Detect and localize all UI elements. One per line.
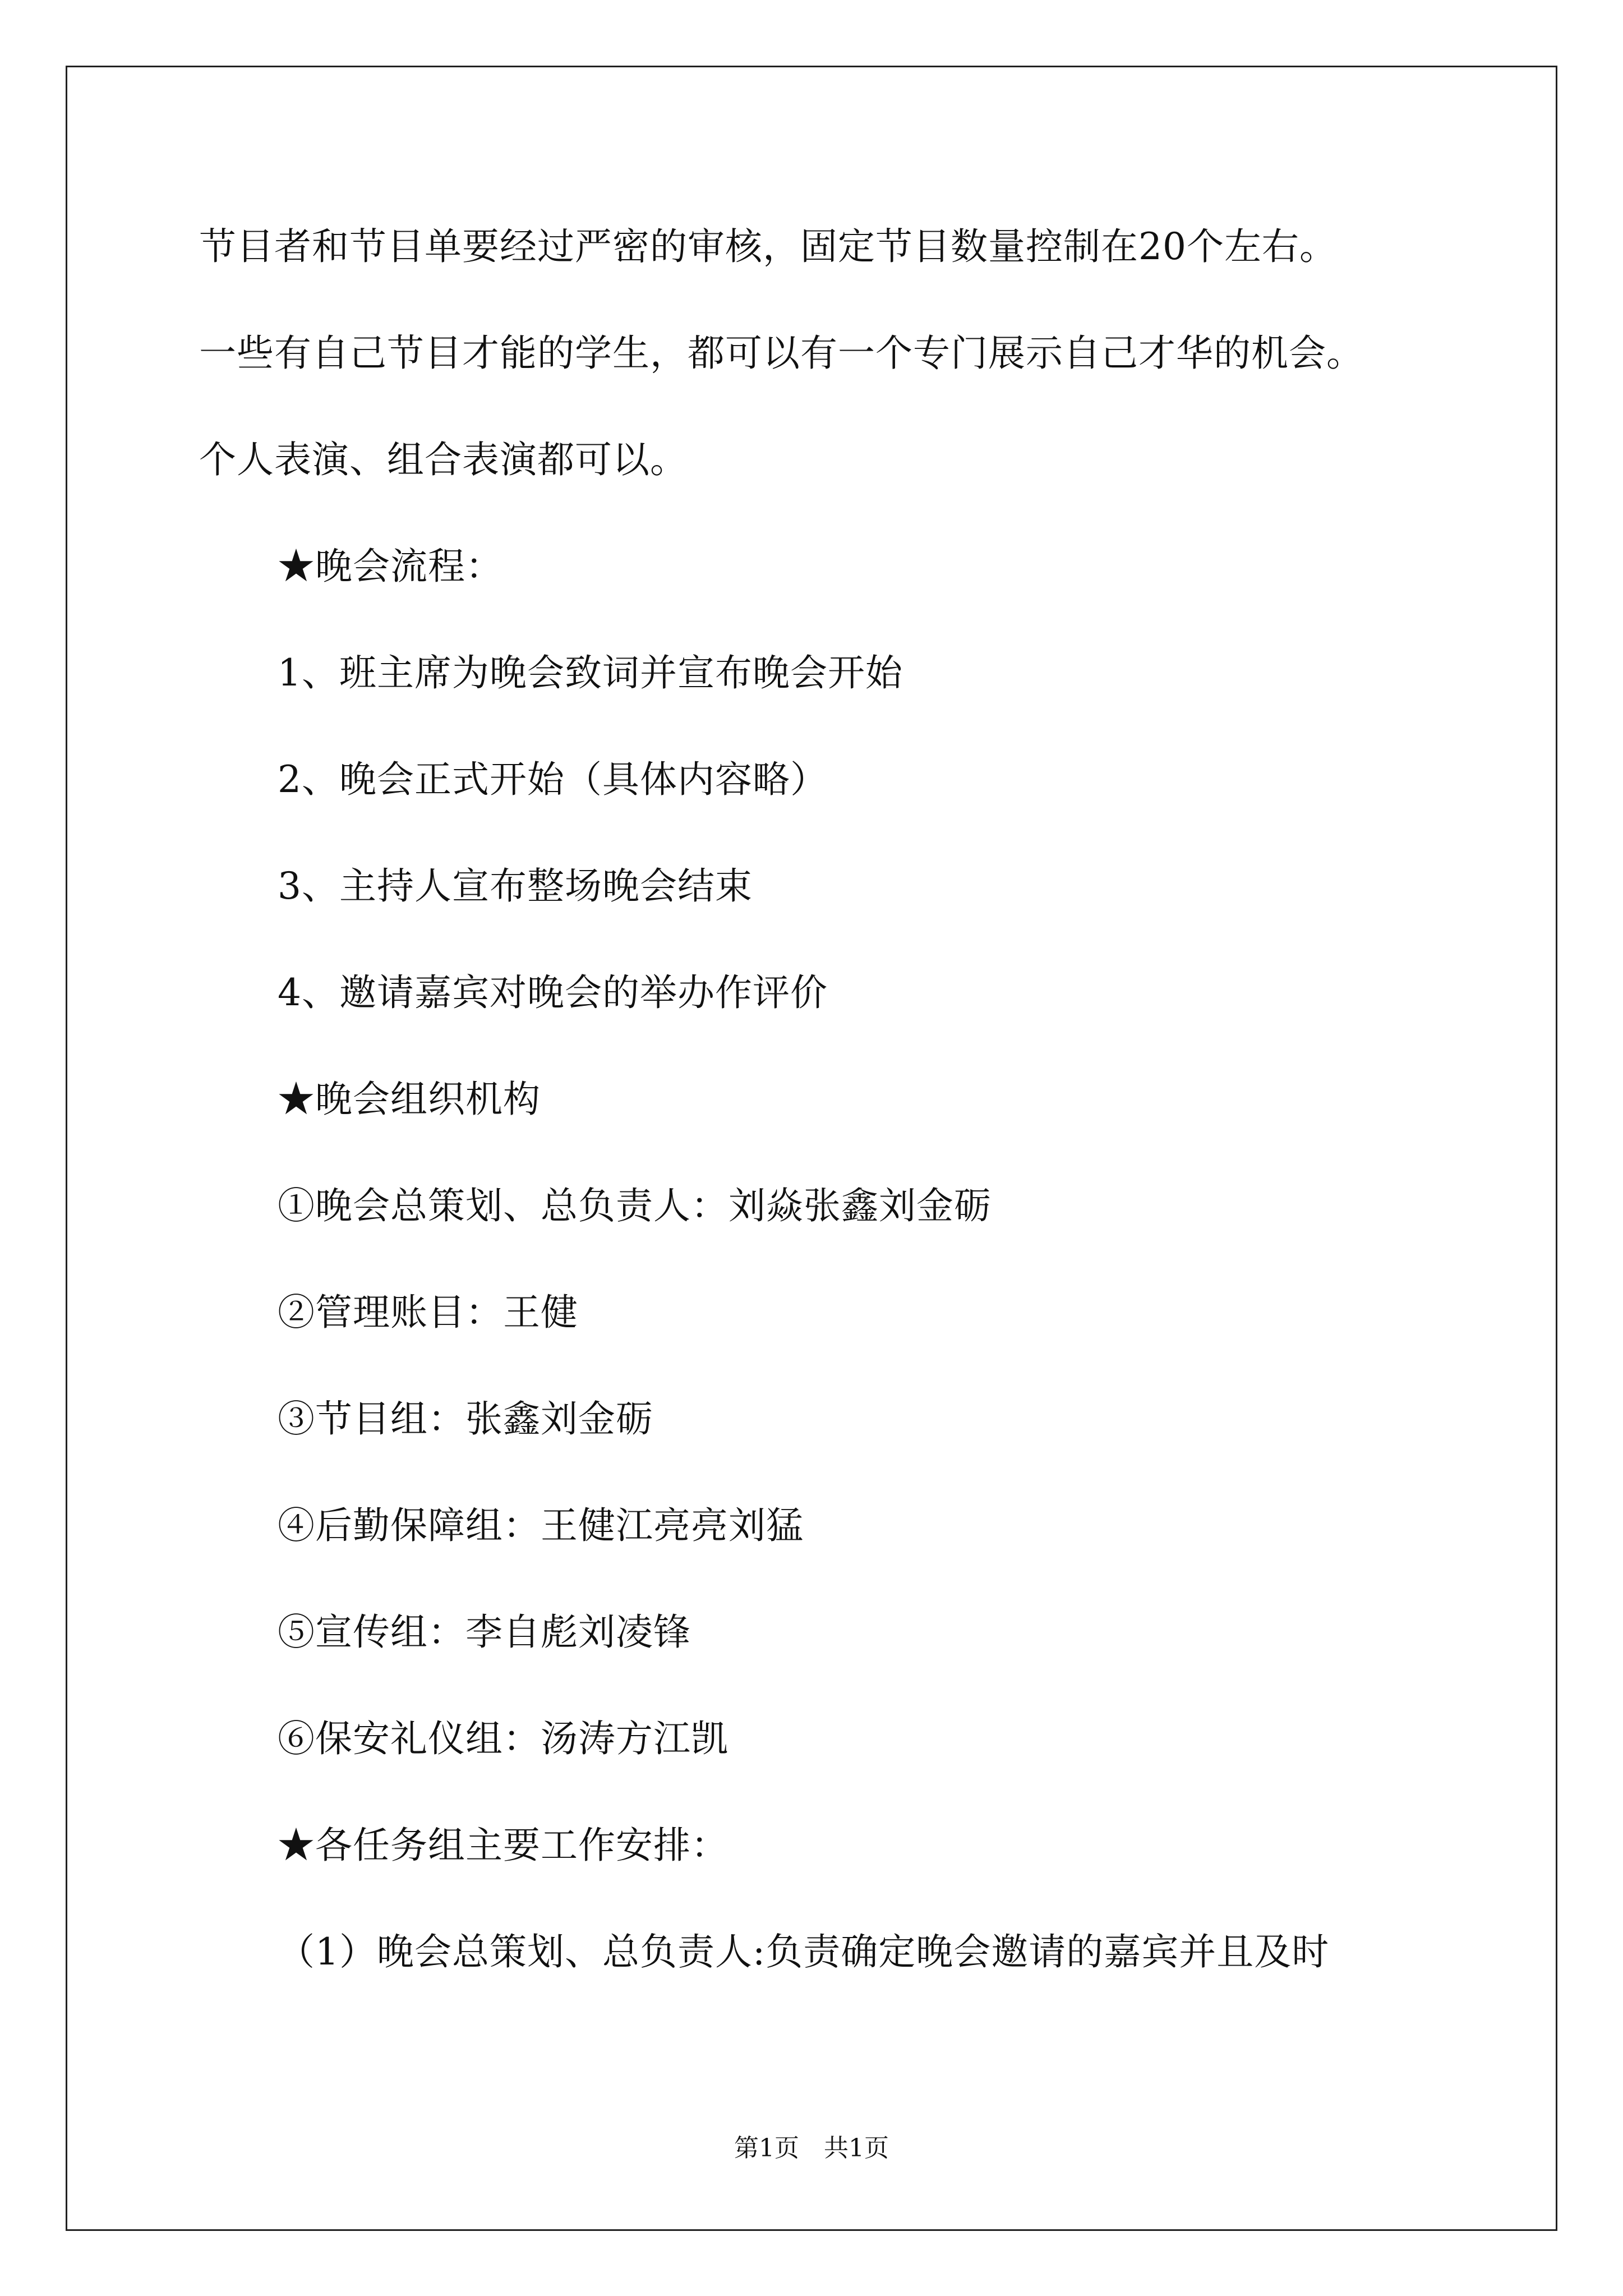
org-item-1: ①晚会总策划、总负责人：刘焱张鑫刘金砺 — [278, 1184, 992, 1227]
paragraph-line-3: 个人表演、组合表演都可以。 — [199, 438, 688, 481]
org-item-6: ⑥保安礼仪组：汤涛方江凯 — [278, 1717, 728, 1760]
page-footer: 第1页 共1页 — [734, 2134, 889, 2162]
task-item-1: （1）晚会总策划、总负责人:负责确定晚会邀请的嘉宾并且及时 — [278, 1930, 1330, 1973]
paragraph-line-1: 节目者和节目单要经过严密的审核，固定节目数量控制在20个左右。 — [199, 225, 1337, 268]
page-border — [66, 66, 1557, 2231]
org-item-5: ⑤宣传组：李自彪刘凌锋 — [278, 1611, 691, 1654]
org-item-3: ③节目组：张鑫刘金砺 — [278, 1397, 653, 1441]
section-heading-task-arrangement: ★各任务组主要工作安排： — [278, 1824, 728, 1867]
flow-item-2: 2、晚会正式开始（具体内容略） — [278, 758, 828, 801]
section-heading-program-flow: ★晚会流程： — [278, 545, 503, 588]
flow-item-3: 3、主持人宣布整场晚会结束 — [278, 864, 753, 908]
flow-item-1: 1、班主席为晚会致词并宣布晚会开始 — [278, 651, 903, 694]
org-item-4: ④后勤保障组：王健江亮亮刘猛 — [278, 1504, 804, 1547]
section-heading-organization: ★晚会组织机构 — [278, 1078, 541, 1121]
org-item-2: ②管理账目：王健 — [278, 1291, 578, 1334]
paragraph-line-2: 一些有自己节目才能的学生，都可以有一个专门展示自己才华的机会。 — [199, 332, 1364, 375]
flow-item-4: 4、邀请嘉宾对晚会的举办作评价 — [278, 971, 828, 1014]
